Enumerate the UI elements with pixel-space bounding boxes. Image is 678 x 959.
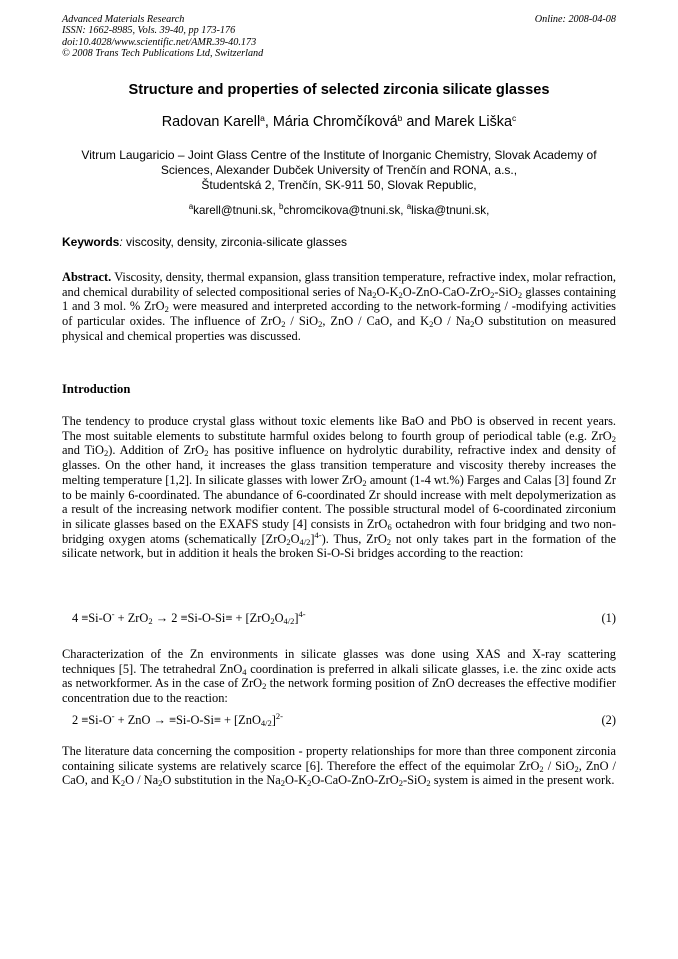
- affiliation: [62, 148, 616, 193]
- text: O substitution on measured physical and chemical properties was discussed.: [62, 314, 616, 343]
- text: ). Addition of ZrO: [108, 443, 205, 458]
- text: O-K: [376, 284, 399, 299]
- copyright-line: © 2008 Trans Tech Publications Ltd, Switzerland: [62, 48, 264, 60]
- abstract-label: Abstract.: [62, 270, 112, 284]
- superscript: -: [111, 711, 115, 721]
- text: -SiO: [402, 773, 427, 788]
- subscript: 2: [398, 778, 403, 789]
- keywords-colon: :: [119, 235, 123, 249]
- affiliation-line: Študentská 2, Trenčín, SK-911 50, Slovak Republic,: [201, 178, 477, 192]
- email-mark: b: [279, 202, 284, 211]
- text: O-ZnO-CaO-ZrO: [402, 284, 491, 299]
- text: has positive influence on hydrolytic durability, refractive index and density of glasses. On the other hand, it increases the glass transition temperature and viscosity thereby increases the melting temperature [1,2]. In silicate glasses with lower ZrO: [62, 443, 616, 487]
- text: O-CaO-ZnO-ZrO: [311, 773, 399, 788]
- text: not only takes part in the formation of the silicate network, but in addition it heals the broken Si-O-Si bridges according to the reaction:: [62, 531, 617, 561]
- text: Characterization of the Zn environments in silicate glasses was done using XAS and X-ray scattering techniques [5]. The tetrahedral ZnO: [62, 647, 616, 676]
- text: ). Thus, ZrO: [321, 531, 387, 546]
- subscript: 2: [164, 304, 169, 315]
- text: and TiO: [62, 443, 104, 458]
- text: O: [290, 531, 300, 546]
- subscript: 2: [104, 448, 109, 459]
- text: coordination is preferred in alkali silicate glasses, i.e. the zinc oxide acts as networkformer. As in the case of ZrO: [62, 661, 616, 691]
- subscript: 2: [120, 778, 126, 789]
- text: → 2 ≡Si-O-Si≡ + [ZrO: [152, 611, 271, 625]
- subscript: 6: [387, 521, 392, 532]
- text: The literature data concerning the composition - property relationships for more than three component zirconia containing silicate systems are relatively scarce [6]. Therefore the effect of the equimolar ZrO: [62, 744, 616, 773]
- subscript: 2: [362, 477, 367, 488]
- text: glasses containing 1 and 3 mol. % ZrO: [62, 284, 616, 314]
- text: system is aimed in the present work.: [430, 773, 615, 788]
- author-affil-mark: c: [511, 113, 517, 123]
- subscript: 2: [307, 778, 312, 789]
- equation-number: (1): [601, 611, 616, 625]
- subscript: 2: [204, 448, 209, 459]
- doi-line: doi:10.4028/www.scientific.net/AMR.39-40.173: [62, 36, 257, 48]
- author-affil-mark: b: [397, 113, 403, 123]
- author-affil-mark: a: [260, 113, 265, 123]
- email-link[interactable]: liska@tnuni.sk,: [411, 204, 490, 217]
- text: ]: [310, 531, 315, 546]
- subscript: 2: [490, 289, 495, 300]
- text: O substitution in the Na: [162, 773, 281, 788]
- text: , ZnO / CaO, and K: [322, 314, 430, 329]
- text: 4 ≡Si-O: [72, 611, 112, 625]
- subscript: 2: [398, 289, 403, 300]
- subscript: 4/2: [283, 616, 295, 626]
- text: amount (1-4 wt.%) Farges and Calas [3] found Zr to be mainly 6-coordinated. The abundance of 6-coordinated Zr should increase with melt depolymerization as a result of the increasing network modifier content. The possible structural model of 6-coordinated zirconium in silicate glasses based on the EXAFS study [4] consists in ZrO: [62, 472, 616, 531]
- keywords-label: Keywords: [62, 235, 120, 249]
- text: O / Na: [125, 773, 159, 788]
- text: , ZnO / CaO, and K: [62, 758, 617, 788]
- text: + ZrO: [114, 611, 149, 625]
- text: octahedron with four bridging and two non-bridging oxygen atoms (schematically [ZrO: [62, 516, 617, 546]
- subscript: 2: [286, 536, 291, 547]
- email-mark: a: [188, 202, 194, 211]
- text: were measured and interpreted according to the network-forming / -modifying activities of particular oxides. The influence of ZrO: [62, 299, 617, 329]
- paper-title: Structure and properties of selected zirconia silicate glasses: [128, 82, 550, 98]
- intro-paragraph-2: [62, 647, 616, 706]
- superscript: -: [111, 609, 115, 619]
- subscript: 4/2: [299, 536, 311, 547]
- affiliation-line: Vitrum Laugaricio – Joint Glass Centre of the Institute of Inorganic Chemistry, Slovak Academy of: [81, 148, 597, 162]
- subscript: 2: [262, 681, 267, 692]
- email-mark: a: [406, 202, 412, 211]
- intro-paragraph-1: [62, 414, 616, 561]
- subscript: 2: [517, 289, 523, 300]
- equation-expression: [72, 713, 283, 728]
- subscript: 2: [281, 319, 286, 330]
- text: The tendency to produce crystal glass without toxic elements like BaO and PbO is observed in recent years. The most suitable elements to substitute harmful oxides belong to fourth group of periodical table (e.g. ZrO: [62, 414, 616, 443]
- text: 2 ≡Si-O: [72, 713, 112, 727]
- subscript: 2: [611, 433, 616, 444]
- author-separator: ,: [264, 114, 273, 130]
- subscript: 2: [574, 763, 579, 774]
- text: Viscosity, density, thermal expansion, glass transition temperature, refractive index, molar refraction, and chemical durability of selected compositional series of Na: [62, 270, 616, 299]
- issn-line: ISSN: 1662-8985, Vols. 39-40, pp 173-176: [62, 25, 236, 37]
- subscript: 2: [270, 616, 275, 626]
- email-link[interactable]: chromcikova@tnuni.sk,: [283, 204, 407, 217]
- text: O / Na: [433, 314, 471, 329]
- email-link[interactable]: karell@tnuni.sk,: [193, 204, 280, 217]
- subscript: 2: [148, 616, 153, 626]
- text: ]: [271, 713, 276, 727]
- subscript: 2: [372, 289, 377, 300]
- intro-paragraph-3: [62, 744, 616, 788]
- text: / SiO: [285, 314, 319, 329]
- superscript: 2-: [275, 711, 284, 721]
- text: / SiO: [543, 758, 575, 773]
- subscript: 2: [539, 763, 544, 774]
- equation-number: (2): [601, 713, 616, 727]
- author-name: Marek Liška: [434, 114, 512, 130]
- superscript: 4-: [314, 529, 322, 540]
- subscript: 2: [280, 778, 286, 789]
- subscript: 2: [158, 778, 163, 789]
- text: -SiO: [494, 284, 518, 299]
- equation-expression: [72, 611, 306, 626]
- author-list: [62, 114, 616, 130]
- abstract: [62, 270, 616, 344]
- subscript: 2: [429, 319, 434, 330]
- subscript: 2: [470, 319, 475, 330]
- author-name: Mária Chromčíková: [272, 114, 398, 130]
- text: the network forming position of ZnO decreases the effective modifier concentration due to the reaction:: [62, 676, 616, 706]
- text: O-K: [285, 773, 308, 788]
- text: O: [274, 611, 284, 625]
- journal-header: [62, 14, 616, 60]
- subscript: 4/2: [260, 718, 272, 728]
- subscript: 2: [426, 778, 431, 789]
- online-date: Online: 2008-04-08: [534, 14, 616, 25]
- author-name: Radovan Karell: [161, 114, 261, 130]
- superscript: 4-: [298, 609, 306, 619]
- subscript: 4: [242, 666, 247, 677]
- text: ]: [294, 611, 299, 625]
- keywords: [62, 235, 616, 249]
- affiliation-line: Sciences, Alexander Dubček University of Trenčín and RONA, a.s.,: [160, 163, 518, 177]
- text: + ZnO → ≡Si-O-Si≡ + [ZnO: [114, 713, 261, 727]
- section-heading-introduction: Introduction: [62, 382, 131, 396]
- journal-name: Advanced Materials Research: [62, 14, 185, 25]
- subscript: 2: [386, 536, 392, 547]
- email-list: [62, 204, 616, 217]
- subscript: 2: [318, 319, 323, 330]
- keywords-text: viscosity, density, zirconia-silicate glasses: [122, 235, 347, 249]
- author-separator: and: [402, 114, 435, 130]
